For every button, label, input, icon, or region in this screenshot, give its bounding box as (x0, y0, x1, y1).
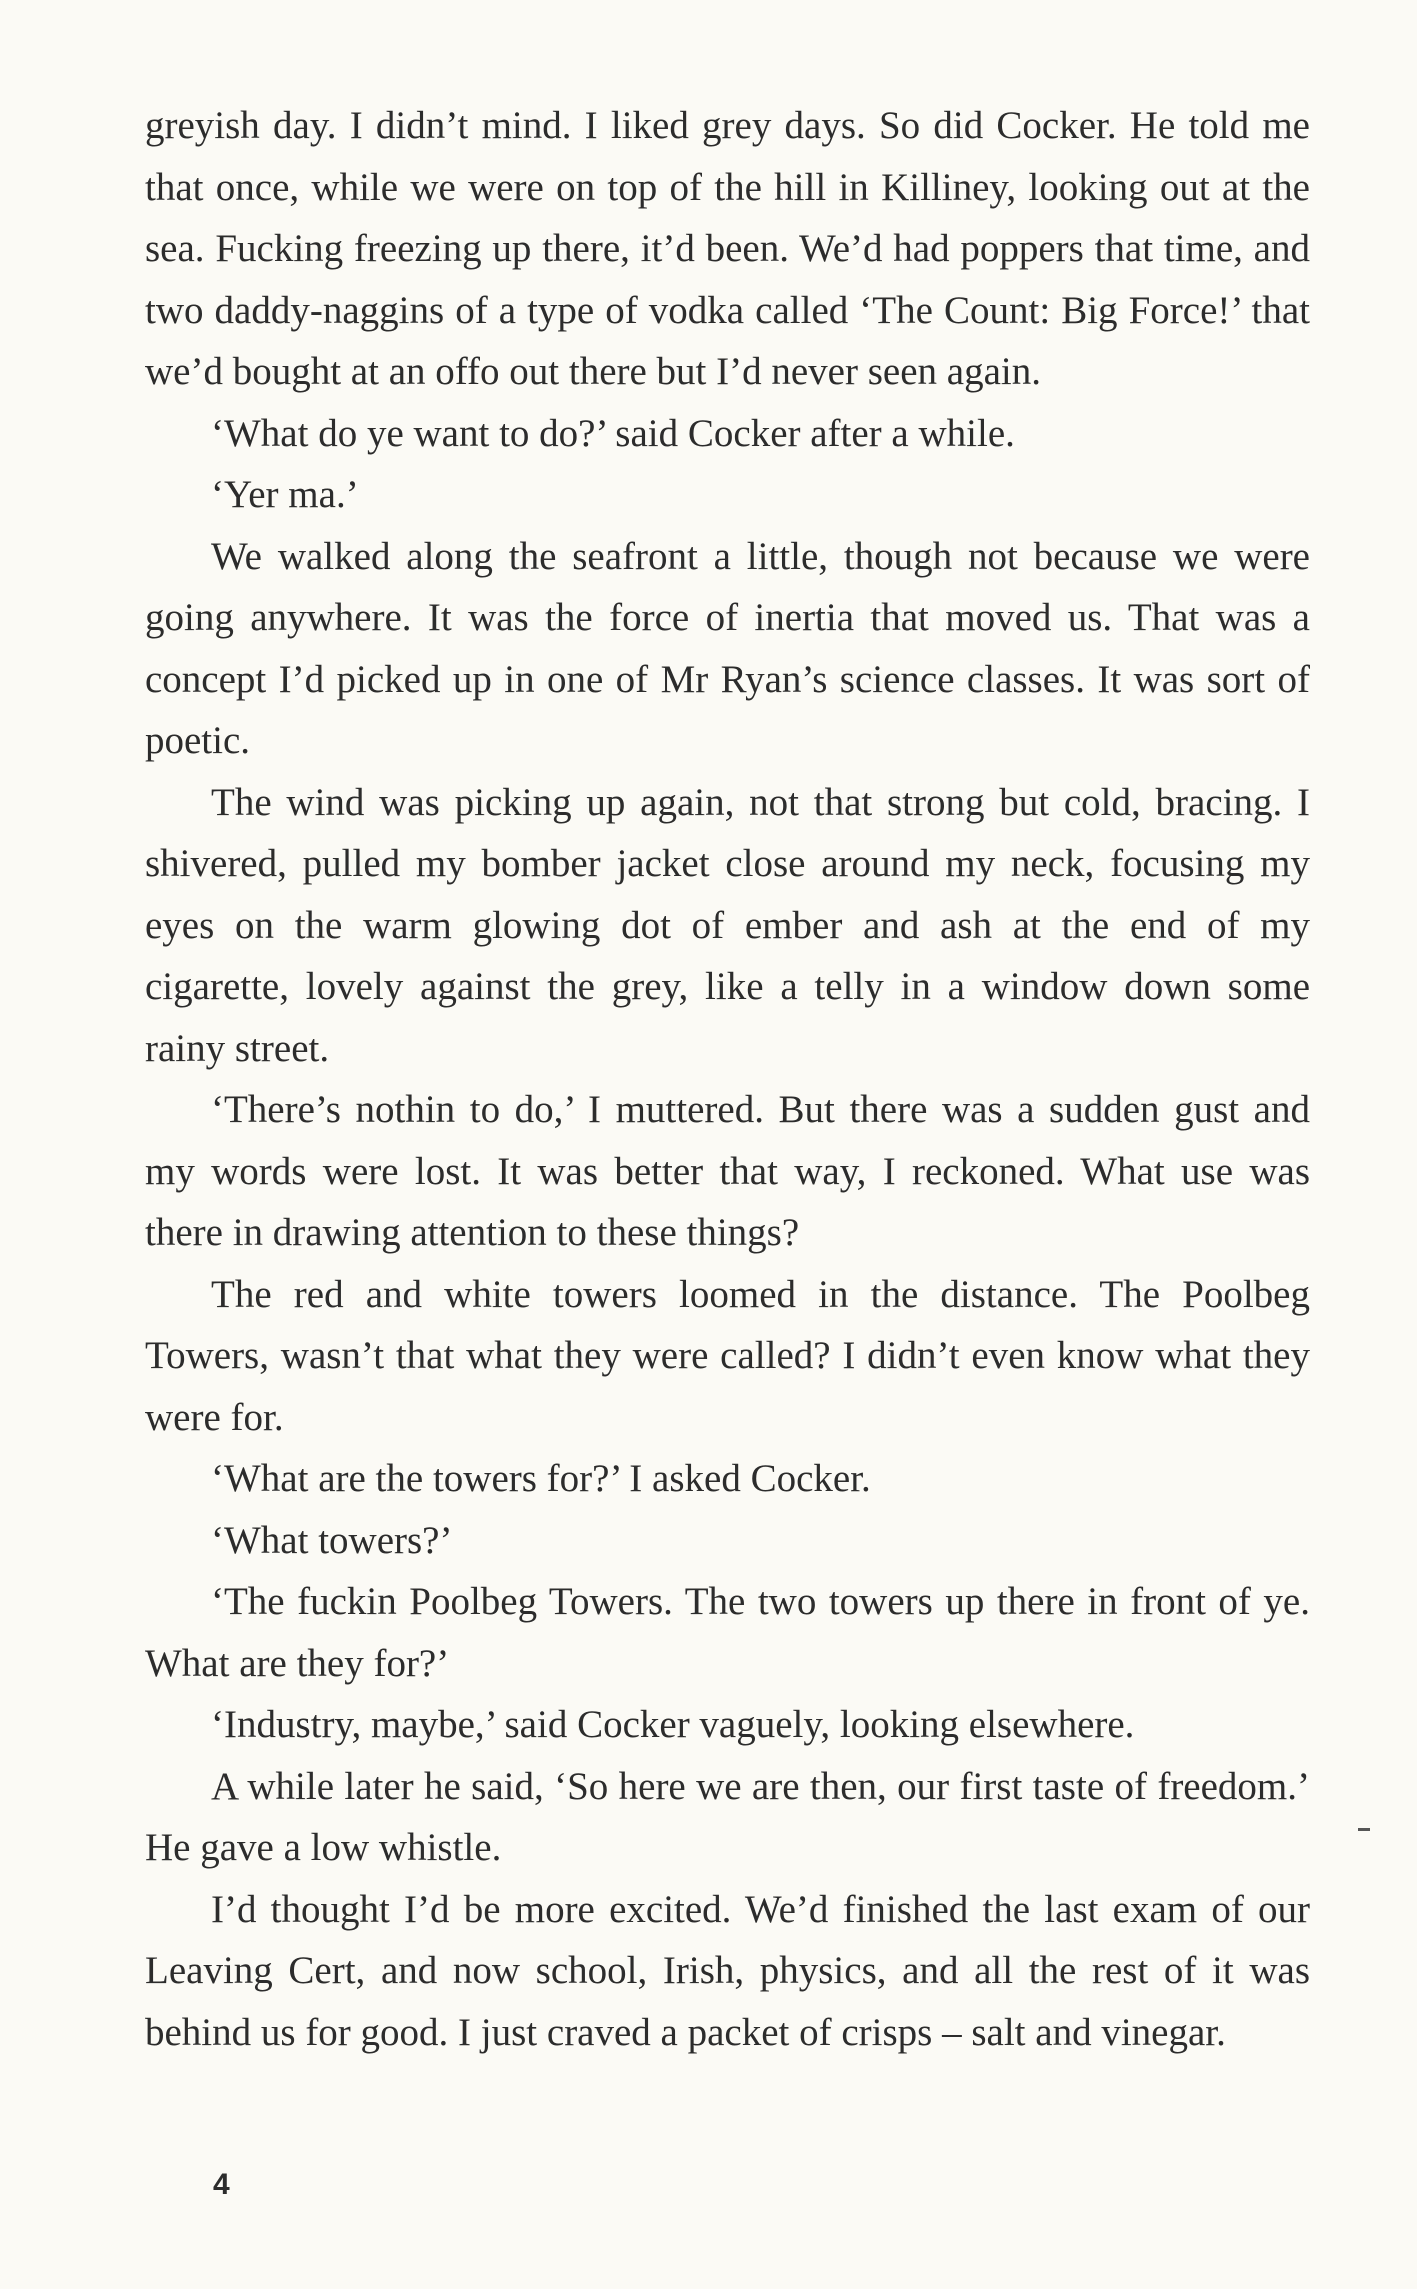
body-text (145, 95, 1310, 2063)
paragraph: ‘What are the towers for?’ I asked Cocker. (211, 1457, 871, 1500)
paragraph: A while later he said, ‘So here we are then, our first taste of freedom.’ He gave a low whistle. (145, 1764, 1310, 1869)
paragraph: ‘Industry, maybe,’ said Cocker vaguely, looking elsewhere. (211, 1703, 1135, 1746)
paragraph: ‘The fuckin Poolbeg Towers. The two towers up there in front of ye. What are they for?’ (145, 1580, 1310, 1685)
paragraph: ‘Yer ma.’ (211, 473, 359, 516)
margin-mark (1358, 1828, 1370, 1831)
paragraph: We walked along the seafront a little, though not because we were going anywhere. It was the force of inertia that moved us. That was a concept I’d picked up in one of Mr Ryan’s science classes. It was sort of poetic. (145, 534, 1310, 762)
paragraph: The wind was picking up again, not that strong but cold, bracing. I shivered, pulled my bomber jacket close around my neck, focusing my eyes on the warm glowing dot of ember and ash at the end of my cigarette, lovely against the grey, like a telly in a window down some rainy street. (145, 780, 1310, 1070)
paragraph: greyish day. I didn’t mind. I liked grey days. So did Cocker. He told me that once, while we were on top of the hill in Killiney, looking out at the sea. Fucking freezing up there, it’d been. We’d had poppers that time, and two daddy-naggins of a type of vodka called ‘The Count: Big Force!’ that we’d bought at an offo out there but I’d never seen again. (145, 104, 1310, 393)
paragraph: ‘What do ye want to do?’ said Cocker after a while. (211, 411, 1015, 455)
paragraph: The red and white towers loomed in the distance. The Poolbeg Towers, wasn’t that what they were called? I didn’t even know what they were for. (145, 1272, 1310, 1439)
paragraph: I’d thought I’d be more excited. We’d finished the last exam of our Leaving Cert, and now school, Irish, physics, and all the rest of it was behind us for good. I just craved a packet of crisps – salt and vinegar. (145, 1887, 1310, 2054)
paragraph: ‘There’s nothin to do,’ I muttered. But there was a sudden gust and my words were lost. It was better that way, I reckoned. What use was there in drawing attention to these things? (145, 1088, 1310, 1254)
paragraph: ‘What towers?’ (211, 1518, 453, 1562)
page-number: 4 (213, 2168, 230, 2201)
